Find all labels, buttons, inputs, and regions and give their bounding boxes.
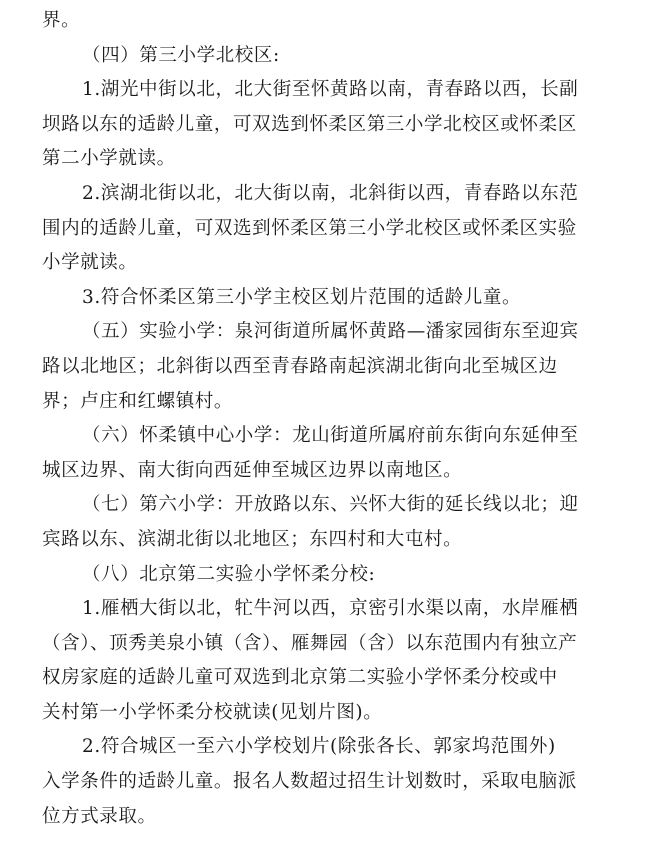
- text-line: 宾路以东、滨湖北街以北地区；东四村和大屯村。: [42, 528, 463, 550]
- text-line: 1.雁栖大街以北，牤牛河以西，京密引水渠以南，水岸雁栖: [82, 598, 579, 620]
- text-line: 界。: [42, 10, 81, 31]
- text-line: 1.湖光中街以北，北大街至怀黄路以南，青春路以西，长副: [82, 79, 579, 101]
- text-line: 权房家庭的适龄儿童可双选到北京第二实验小学怀柔分校或中: [42, 667, 558, 689]
- text-line: 第二小学就读。: [42, 148, 176, 170]
- text-line: 城区边界、南大街向西延伸至城区边界以南地区。: [42, 459, 463, 481]
- text-line: 入学条件的适龄儿童。报名人数超过招生计划数时，采取电脑派: [42, 771, 577, 793]
- section-heading-5: （五）实验小学：泉河街道所属怀黄路—潘家园街东至迎宾: [82, 321, 579, 343]
- text-line: 3.符合怀柔区第三小学主校区划片范围的适龄儿童。: [82, 286, 522, 308]
- section-heading-7: （七）第六小学：开放路以东、兴怀大街的延长线以北；迎: [82, 494, 579, 516]
- text-line: 2.符合城区一至六小学校划片(除张各长、郭家坞范围外): [82, 736, 556, 758]
- text-line: 界；卢庄和红螺镇村。: [42, 390, 234, 412]
- text-line: 小学就读。: [42, 252, 138, 274]
- text-line: （含）、顶秀美泉小镇（含）、雁舞园（含）以东范围内有独立产: [42, 632, 578, 654]
- section-heading-8: （八）北京第二实验小学怀柔分校:: [82, 563, 376, 585]
- text-line: 位方式录取。: [42, 805, 157, 827]
- section-heading-6: （六）怀柔镇中心小学：龙山街道所属府前东街向东延伸至: [82, 425, 579, 447]
- text-line: 关村第一小学怀柔分校就读(见划片图)。: [42, 701, 383, 723]
- section-heading-4: （四）第三小学北校区:: [82, 44, 280, 66]
- text-line: 围内的适龄儿童，可双选到怀柔区第三小学北校区或怀柔区实验: [42, 217, 577, 239]
- text-line: 2.滨湖北街以北，北大街以南，北斜街以西，青春路以东范: [82, 182, 579, 204]
- text-line: 坝路以东的适龄儿童，可双选到怀柔区第三小学北校区或怀柔区: [42, 113, 577, 135]
- text-line: 路以北地区；北斜街以西至青春路南起滨湖北街向北至城区边: [42, 355, 558, 377]
